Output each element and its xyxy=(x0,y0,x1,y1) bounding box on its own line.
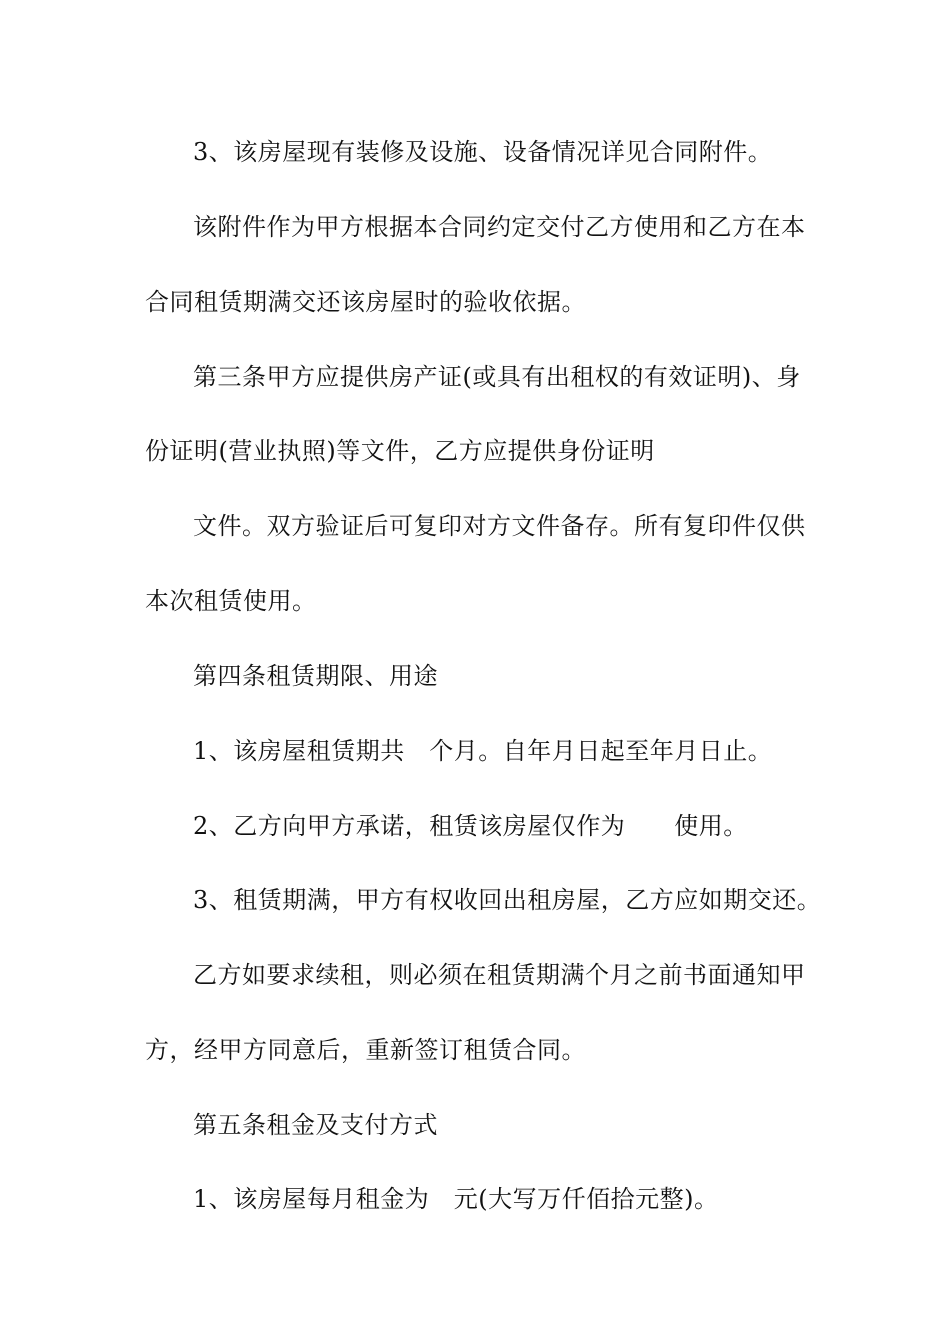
paragraph-line: 3、该房屋现有装修及设施、设备情况详见合同附件。 xyxy=(193,138,773,166)
paragraph-line: 1、该房屋租赁期共 个月。自年月日起至年月日止。 xyxy=(193,737,773,765)
article-5-heading: 第五条租金及支付方式 xyxy=(193,1111,438,1139)
article-3-heading-line: 第三条甲方应提供房产证(或具有出租权的有效证明)、身 xyxy=(193,363,801,391)
paragraph-line: 1、该房屋每月租金为 元(大写万仟佰拾元整)。 xyxy=(193,1185,719,1213)
article-4-heading: 第四条租赁期限、用途 xyxy=(193,662,438,690)
paragraph-line: 份证明(营业执照)等文件，乙方应提供身份证明 xyxy=(145,437,655,465)
paragraph-line: 乙方如要求续租，则必须在租赁期满个月之前书面通知甲 xyxy=(193,961,806,989)
paragraph-line: 合同租赁期满交还该房屋时的验收依据。 xyxy=(145,288,586,316)
paragraph-line: 2、乙方向甲方承诺，租赁该房屋仅作为 使用。 xyxy=(193,812,748,840)
paragraph-line: 本次租赁使用。 xyxy=(145,587,317,615)
paragraph-line: 方，经甲方同意后，重新签订租赁合同。 xyxy=(145,1036,586,1064)
paragraph-line: 3、租赁期满，甲方有权收回出租房屋，乙方应如期交还。 xyxy=(193,886,822,914)
paragraph-line: 该附件作为甲方根据本合同约定交付乙方使用和乙方在本 xyxy=(193,213,806,241)
paragraph-line: 文件。双方验证后可复印对方文件备存。所有复印件仅供 xyxy=(193,512,806,540)
